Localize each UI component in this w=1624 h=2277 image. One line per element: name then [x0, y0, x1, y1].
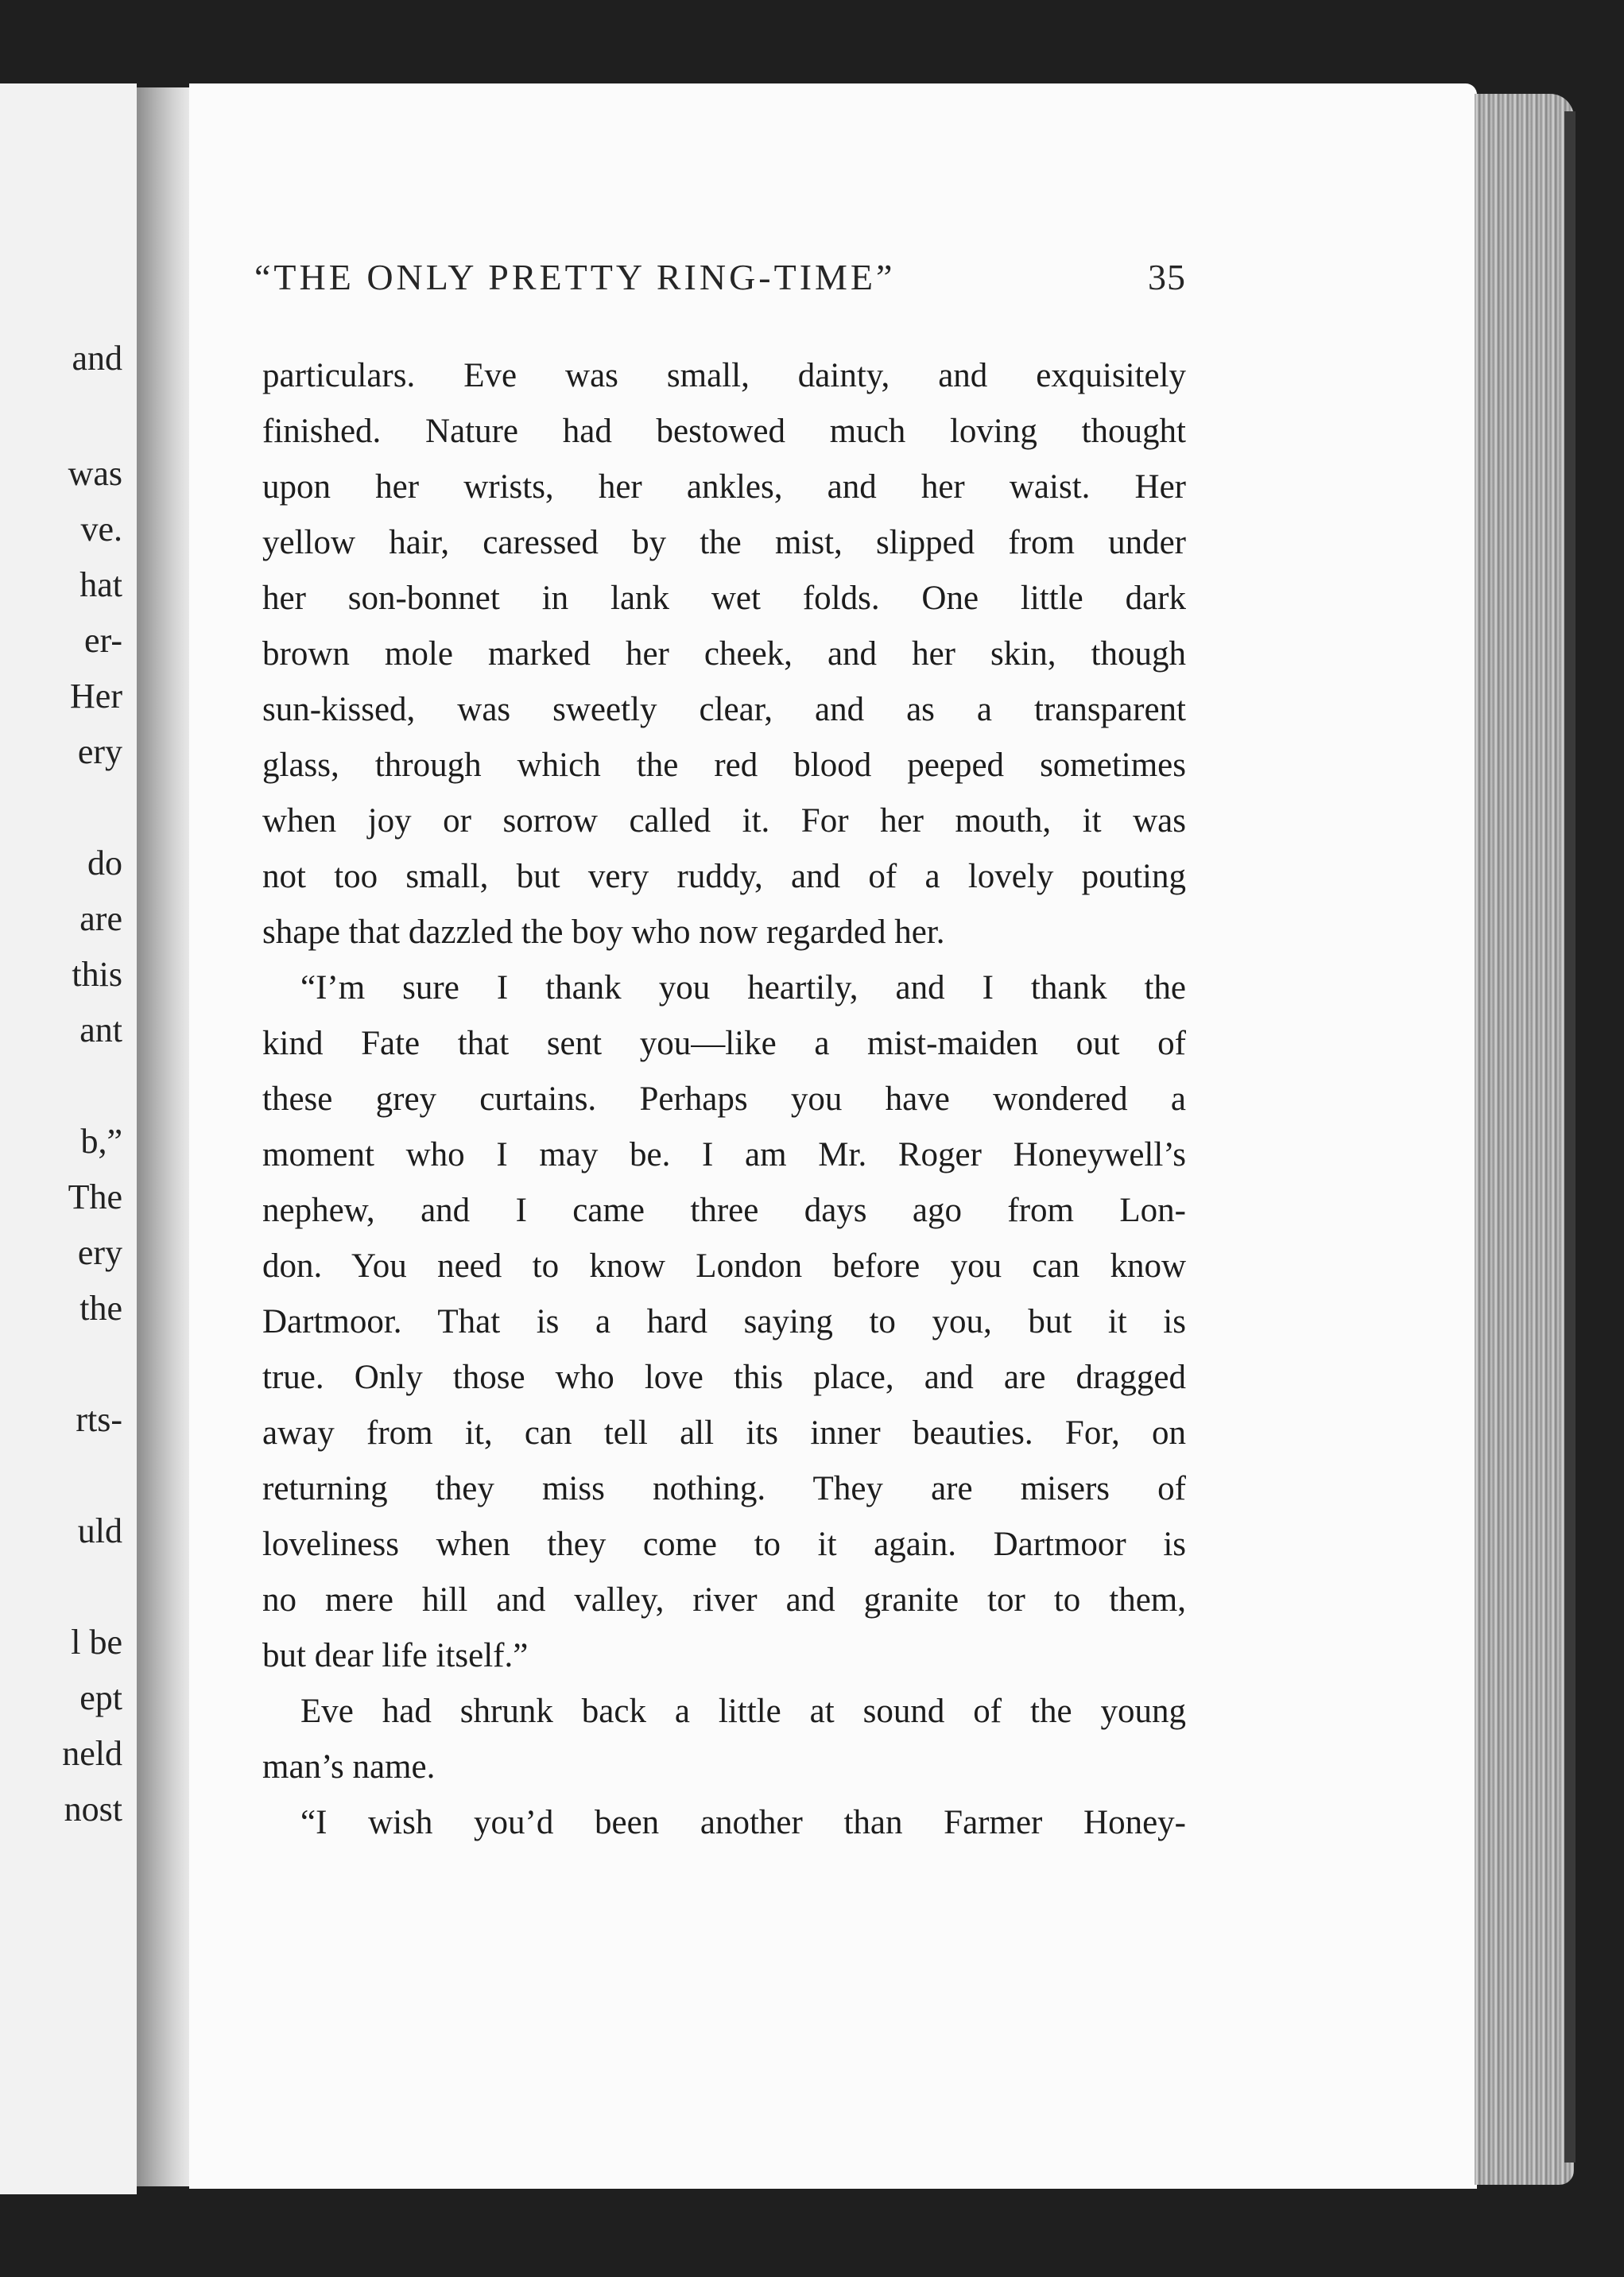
- left-page-line-fragment: er-: [84, 621, 122, 660]
- left-page-line-fragment: rts-: [76, 1400, 122, 1439]
- left-page-line-fragment: ery: [77, 732, 122, 771]
- text-line: shape that dazzled the boy who now regarded her.: [262, 914, 945, 951]
- left-page-line-fragment: ery: [77, 1233, 122, 1272]
- left-page-line-fragment: the: [79, 1289, 122, 1328]
- text-line: not too small, but very ruddy, and of a lovely pouting: [262, 858, 1186, 895]
- page-edges-shadow: [1564, 111, 1576, 2163]
- text-line: moment who I may be. I am Mr. Roger Honeywell’s: [262, 1136, 1186, 1173]
- text-line: away from it, can tell all its inner beauties. For, on: [262, 1414, 1186, 1452]
- book-gutter: [137, 87, 191, 2186]
- text-line: kind Fate that sent you—like a mist-maiden out of: [262, 1025, 1186, 1062]
- text-line: no mere hill and valley, river and granite tor to them,: [262, 1581, 1186, 1619]
- left-page-line-fragment: Her: [70, 677, 122, 716]
- text-line: “I’m sure I thank you heartily, and I thank the: [300, 969, 1186, 1007]
- text-line: upon her wrists, her ankles, and her waist. Her: [262, 468, 1186, 506]
- text-line: Dartmoor. That is a hard saying to you, but it is: [262, 1303, 1186, 1340]
- text-line: man’s name.: [262, 1748, 436, 1786]
- text-line: glass, through which the red blood peeped sometimes: [262, 747, 1186, 784]
- text-line: brown mole marked her cheek, and her skin, though: [262, 635, 1186, 673]
- text-line: don. You need to know London before you can know: [262, 1247, 1186, 1285]
- text-line: but dear life itself.”: [262, 1637, 529, 1674]
- left-page: [0, 83, 137, 2194]
- left-page-line-fragment: was: [68, 454, 122, 493]
- left-page-line-fragment: do: [87, 844, 122, 882]
- text-line: returning they miss nothing. They are misers of: [262, 1470, 1186, 1507]
- left-page-line-fragment: l be: [71, 1623, 122, 1662]
- text-line: loveliness when they come to it again. Dartmoor is: [262, 1526, 1186, 1563]
- left-page-line-fragment: nost: [64, 1790, 122, 1829]
- left-page-line-fragment: neld: [62, 1734, 122, 1773]
- text-line: Eve had shrunk back a little at sound of the young: [300, 1693, 1186, 1730]
- running-head-title: “THE ONLY PRETTY RING-TIME”: [254, 257, 896, 297]
- page-number: 35: [1148, 257, 1186, 297]
- left-page-line-fragment: The: [68, 1177, 122, 1216]
- text-line: her son-bonnet in lank wet folds. One little dark: [262, 580, 1186, 617]
- text-line: true. Only those who love this place, and are dragged: [262, 1359, 1186, 1396]
- text-line: sun-kissed, was sweetly clear, and as a transparent: [262, 691, 1186, 728]
- left-page-line-fragment: uld: [77, 1511, 122, 1550]
- body-text: [262, 348, 1186, 1851]
- page-edges: [1475, 94, 1574, 2185]
- left-page-line-fragment: b,”: [80, 1122, 122, 1161]
- text-line: finished. Nature had bestowed much loving thought: [262, 413, 1186, 450]
- text-line: nephew, and I came three days ago from Lon-: [262, 1192, 1186, 1229]
- left-page-line-fragment: are: [79, 899, 122, 938]
- running-head: [254, 256, 1186, 304]
- text-line: when joy or sorrow called it. For her mouth, it was: [262, 802, 1186, 840]
- left-page-line-fragment: hat: [79, 565, 122, 604]
- left-page-line-fragment: ept: [79, 1678, 122, 1717]
- left-page-line-fragment: and: [72, 339, 122, 378]
- left-page-line-fragment: ve.: [80, 510, 122, 549]
- left-page-line-fragment: ant: [79, 1010, 122, 1049]
- text-line: “I wish you’d been another than Farmer Honey-: [300, 1804, 1186, 1841]
- left-page-line-fragment: this: [72, 955, 122, 994]
- text-line: these grey curtains. Perhaps you have wondered a: [262, 1080, 1186, 1118]
- text-line: particulars. Eve was small, dainty, and exquisitely: [262, 357, 1186, 394]
- text-line: yellow hair, caressed by the mist, slipped from under: [262, 524, 1186, 561]
